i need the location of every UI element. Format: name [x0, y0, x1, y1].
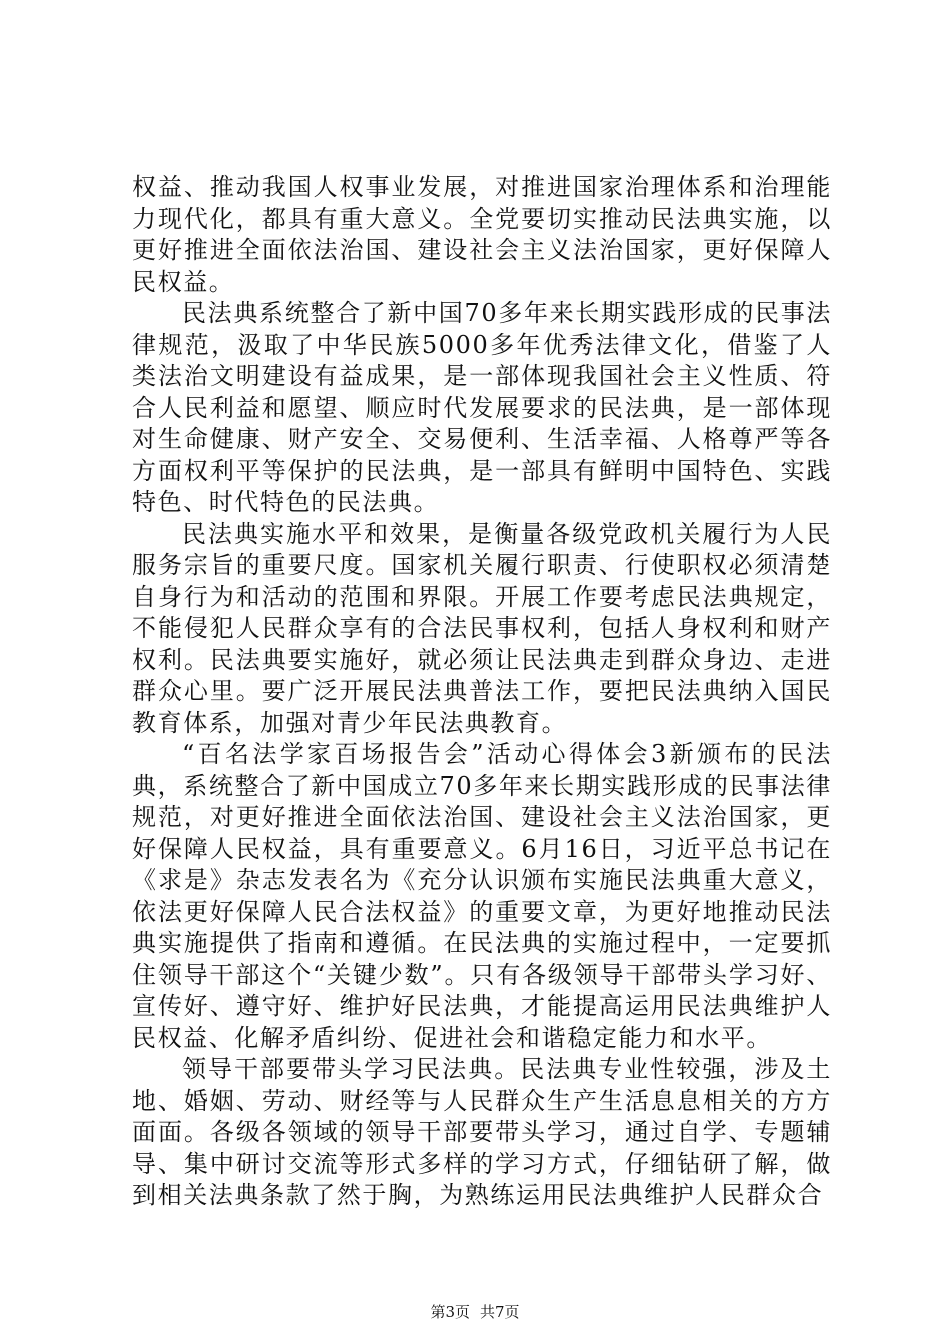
paragraph-1: 权益、推动我国人权事业发展，对推进国家治理体系和治理能力现代化，都具有重大意义。全党要切实推动民法典实施，以更好推进全面依法治国、建设社会主义法治国家，更好保障人民权益。: [132, 173, 832, 296]
paragraph-4: “百名法学家百场报告会”活动心得体会3新颁布的民法典，系统整合了新中国成立70多年来长期实践形成的民事法律规范，对更好推进全面依法治国、建设社会主义法治国家，更好保障人民权益，具有重要意义。6月16日，习近平总书记在《求是》杂志发表名为《充分认识颁布实施民法典重大意义，依法更好保障人民合法权益》的重要文章，为更好地推动民法典实施提供了指南和遵循。在民法典的实施过程中，一定要抓住领导干部这个“关键少数”。只有各级领导干部带头学习好、宣传好、遵守好、维护好民法典，才能提高运用民法典维护人民权益、化解矛盾纠纷、促进社会和谐稳定能力和水平。: [132, 740, 832, 1052]
paragraph-3: 民法典实施水平和效果，是衡量各级党政机关履行为人民服务宗旨的重要尺度。国家机关履行职责、行使职权必须清楚自身行为和活动的范围和界限。开展工作要考虑民法典规定，不能侵犯人民群众享有的合法民事权利，包括人身权利和财产权利。民法典要实施好，就必须让民法典走到群众身边、走进群众心里。要广泛开展民法典普法工作，要把民法典纳入国民教育体系，加强对青少年民法典教育。: [132, 519, 832, 737]
paragraph-2: 民法典系统整合了新中国70多年来长期实践形成的民事法律规范，汲取了中华民族5000多年优秀法律文化，借鉴了人类法治文明建设有益成果，是一部体现我国社会主义性质、符合人民利益和愿望、顺应时代发展要求的民法典，是一部体现对生命健康、财产安全、交易便利、生活幸福、人格尊严等各方面权利平等保护的民法典，是一部具有鲜明中国特色、实践特色、时代特色的民法典。: [132, 299, 832, 516]
page-number: 第3页: [430, 1303, 470, 1321]
paragraph-5: 领导干部要带头学习民法典。民法典专业性较强，涉及土地、婚姻、劳动、财经等与人民群众生产生活息息相关的方方面面。各级各领域的领导干部要带头学习，通过自学、专题辅导、集中研讨交流等形式多样的学习方式，仔细钻研了解，做到相关法典条款了然于胸，为熟练运用民法典维护人民群众合: [132, 1055, 832, 1209]
page-footer: [0, 1302, 950, 1322]
page-total: 共7页: [480, 1303, 520, 1321]
document-body: [132, 172, 832, 1212]
